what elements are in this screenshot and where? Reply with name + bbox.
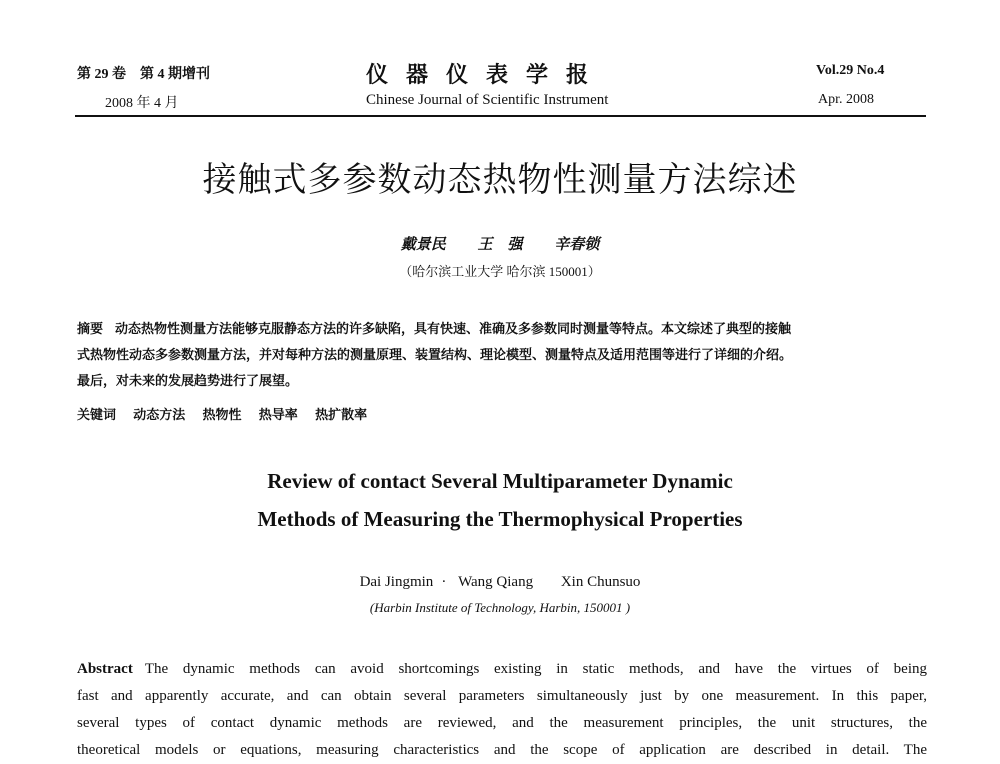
- affiliation-en: (Harbin Institute of Technology, Harbin, 150001 ): [369, 600, 631, 615]
- author-cn: 王 强: [477, 237, 523, 253]
- volume-number: Vol.29 No.4: [816, 63, 885, 78]
- paper-title-en-line1: Review of contact Several Multiparameter Dynamic: [267, 469, 733, 493]
- abstract-cn-line: 最后，对未来的发展趋势进行了展望。: [77, 373, 299, 388]
- keyword: 热物性: [202, 407, 242, 422]
- abstract-en-line: The dynamic methods can avoid shortcomings existing in static methods, and have the virtues of being: [144, 661, 927, 677]
- abstract-en-line: theoretical models or equations, measuring characteristics and the scope of application are described in detail. The: [77, 742, 927, 758]
- paper-title-en: [0, 462, 1000, 538]
- keywords-cn-label: 关键词: [77, 407, 117, 422]
- abstract-en: [77, 656, 927, 764]
- keywords-cn: [77, 404, 381, 423]
- abstract-cn-line: 动态热物性测量方法能够克服静态方法的许多缺陷，具有快速、准确及多参数同时测量等特点。本文综述了典型的接触: [115, 321, 792, 336]
- paper-title-en-line2: Methods of Measuring the Thermophysical Properties: [257, 507, 743, 531]
- author-cn: 辛春锁: [554, 237, 600, 253]
- abstract-cn-label: 摘要: [77, 321, 104, 336]
- author-en: Dai Jingmin: [359, 574, 434, 590]
- keyword: 热导率: [258, 407, 298, 422]
- issue-date-en: Apr. 2008: [818, 92, 874, 107]
- abstract-en-line: fast and apparently accurate, and can obtain several parameters simultaneously just by one measurement. In this paper,: [77, 688, 927, 704]
- header-divider: [75, 115, 926, 117]
- journal-title-cn: 仪器仪表学报: [366, 62, 607, 87]
- affiliation-cn: （哈尔滨工业大学 哈尔滨 150001）: [399, 264, 601, 279]
- abstract-en-line: several types of contact dynamic methods are reviewed, and the measurement principles, the unit structures, the: [77, 715, 927, 731]
- authors-cn: [0, 233, 1000, 254]
- author-en: Xin Chunsuo: [560, 574, 641, 590]
- abstract-cn-line: 式热物性动态多参数测量方法，并对每种方法的测量原理、装置结构、理论模型、测量特点及适用范围等进行了详细的介绍。: [77, 347, 793, 362]
- author-en: Wang Qiang: [458, 574, 534, 590]
- volume-issue: 第 29 卷 第 4 期增刊: [77, 67, 210, 82]
- issue-date-cn: 2008 年 4 月: [105, 96, 179, 111]
- keyword: 动态方法: [133, 407, 186, 422]
- author-cn: 戴景民: [400, 237, 446, 253]
- paper-title-cn: 接触式多参数动态热物性测量方法综述: [202, 160, 798, 200]
- authors-en: Dai Jingmin · Wang Qiang Xin Chunsuo: [359, 574, 641, 590]
- abstract-en-label: Abstract: [77, 661, 133, 677]
- keyword: 热扩散率: [315, 407, 368, 422]
- journal-title-en: Chinese Journal of Scientific Instrument: [366, 92, 609, 108]
- abstract-cn: [77, 316, 927, 394]
